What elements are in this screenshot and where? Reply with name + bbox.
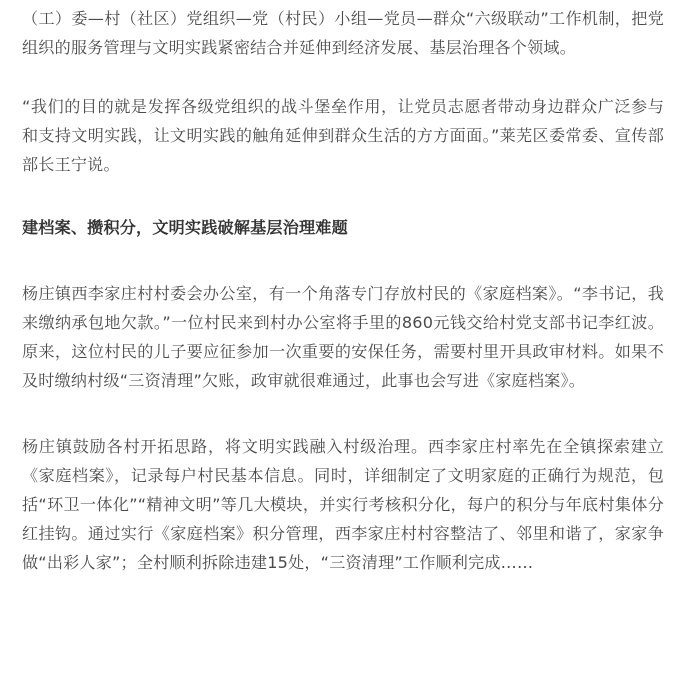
article-body [22,4,664,577]
paragraph-spacer [22,242,664,279]
paragraph-party-organization: （工）委—村（社区）党组织—党（村民）小组—党员—群众“六级联动”工作机制，把党组织的服务管理与文明实践紧密结合并延伸到经济发展、基层治理各个领域。 [22,9,664,57]
paragraph-spacer [22,179,664,213]
paragraph-spacer [22,395,664,432]
paragraph-spacer [22,62,664,92]
section-heading: 建档案、攒积分，文明实践破解基层治理难题 [22,218,348,237]
paragraph-quote: “我们的目的就是发挥各级党组织的战斗堡垒作用，让党员志愿者带动身边群众广泛参与和支持文明实践，让文明实践的触角延伸到群众生活的方方面面。”莱芜区委常委、宣传部部长王宁说。 [22,97,664,174]
paragraph-points-management: 杨庄镇鼓励各村开拓思路，将文明实践融入村级治理。西李家庄村率先在全镇探索建立《家庭档案》，记录每户村民基本信息。同时，详细制定了文明家庭的正确行为规范，包括“环卫一体化”“精神文明”等几大模块，并实行考核积分化，每户的积分与年底村集体分红挂钩。通过实行《家庭档案》积分管理，西李家庄村村容整洁了、邻里和谐了，家家争做“出彩人家”；全村顺利拆除违建15处，“三资清理”工作顺利完成…… [22,437,664,572]
paragraph-family-archive-story: 杨庄镇西李家庄村村委会办公室，有一个角落专门存放村民的《家庭档案》。“李书记，我来缴纳承包地欠款。”一位村民来到村办公室将手里的860元钱交给村党支部书记李红波。原来，这位村民的儿子要应征参加一次重要的安保任务，需要村里开具政审材料。如果不及时缴纳村级“三资清理”欠账，政审就很难通过，此事也会写进《家庭档案》。 [22,284,664,390]
